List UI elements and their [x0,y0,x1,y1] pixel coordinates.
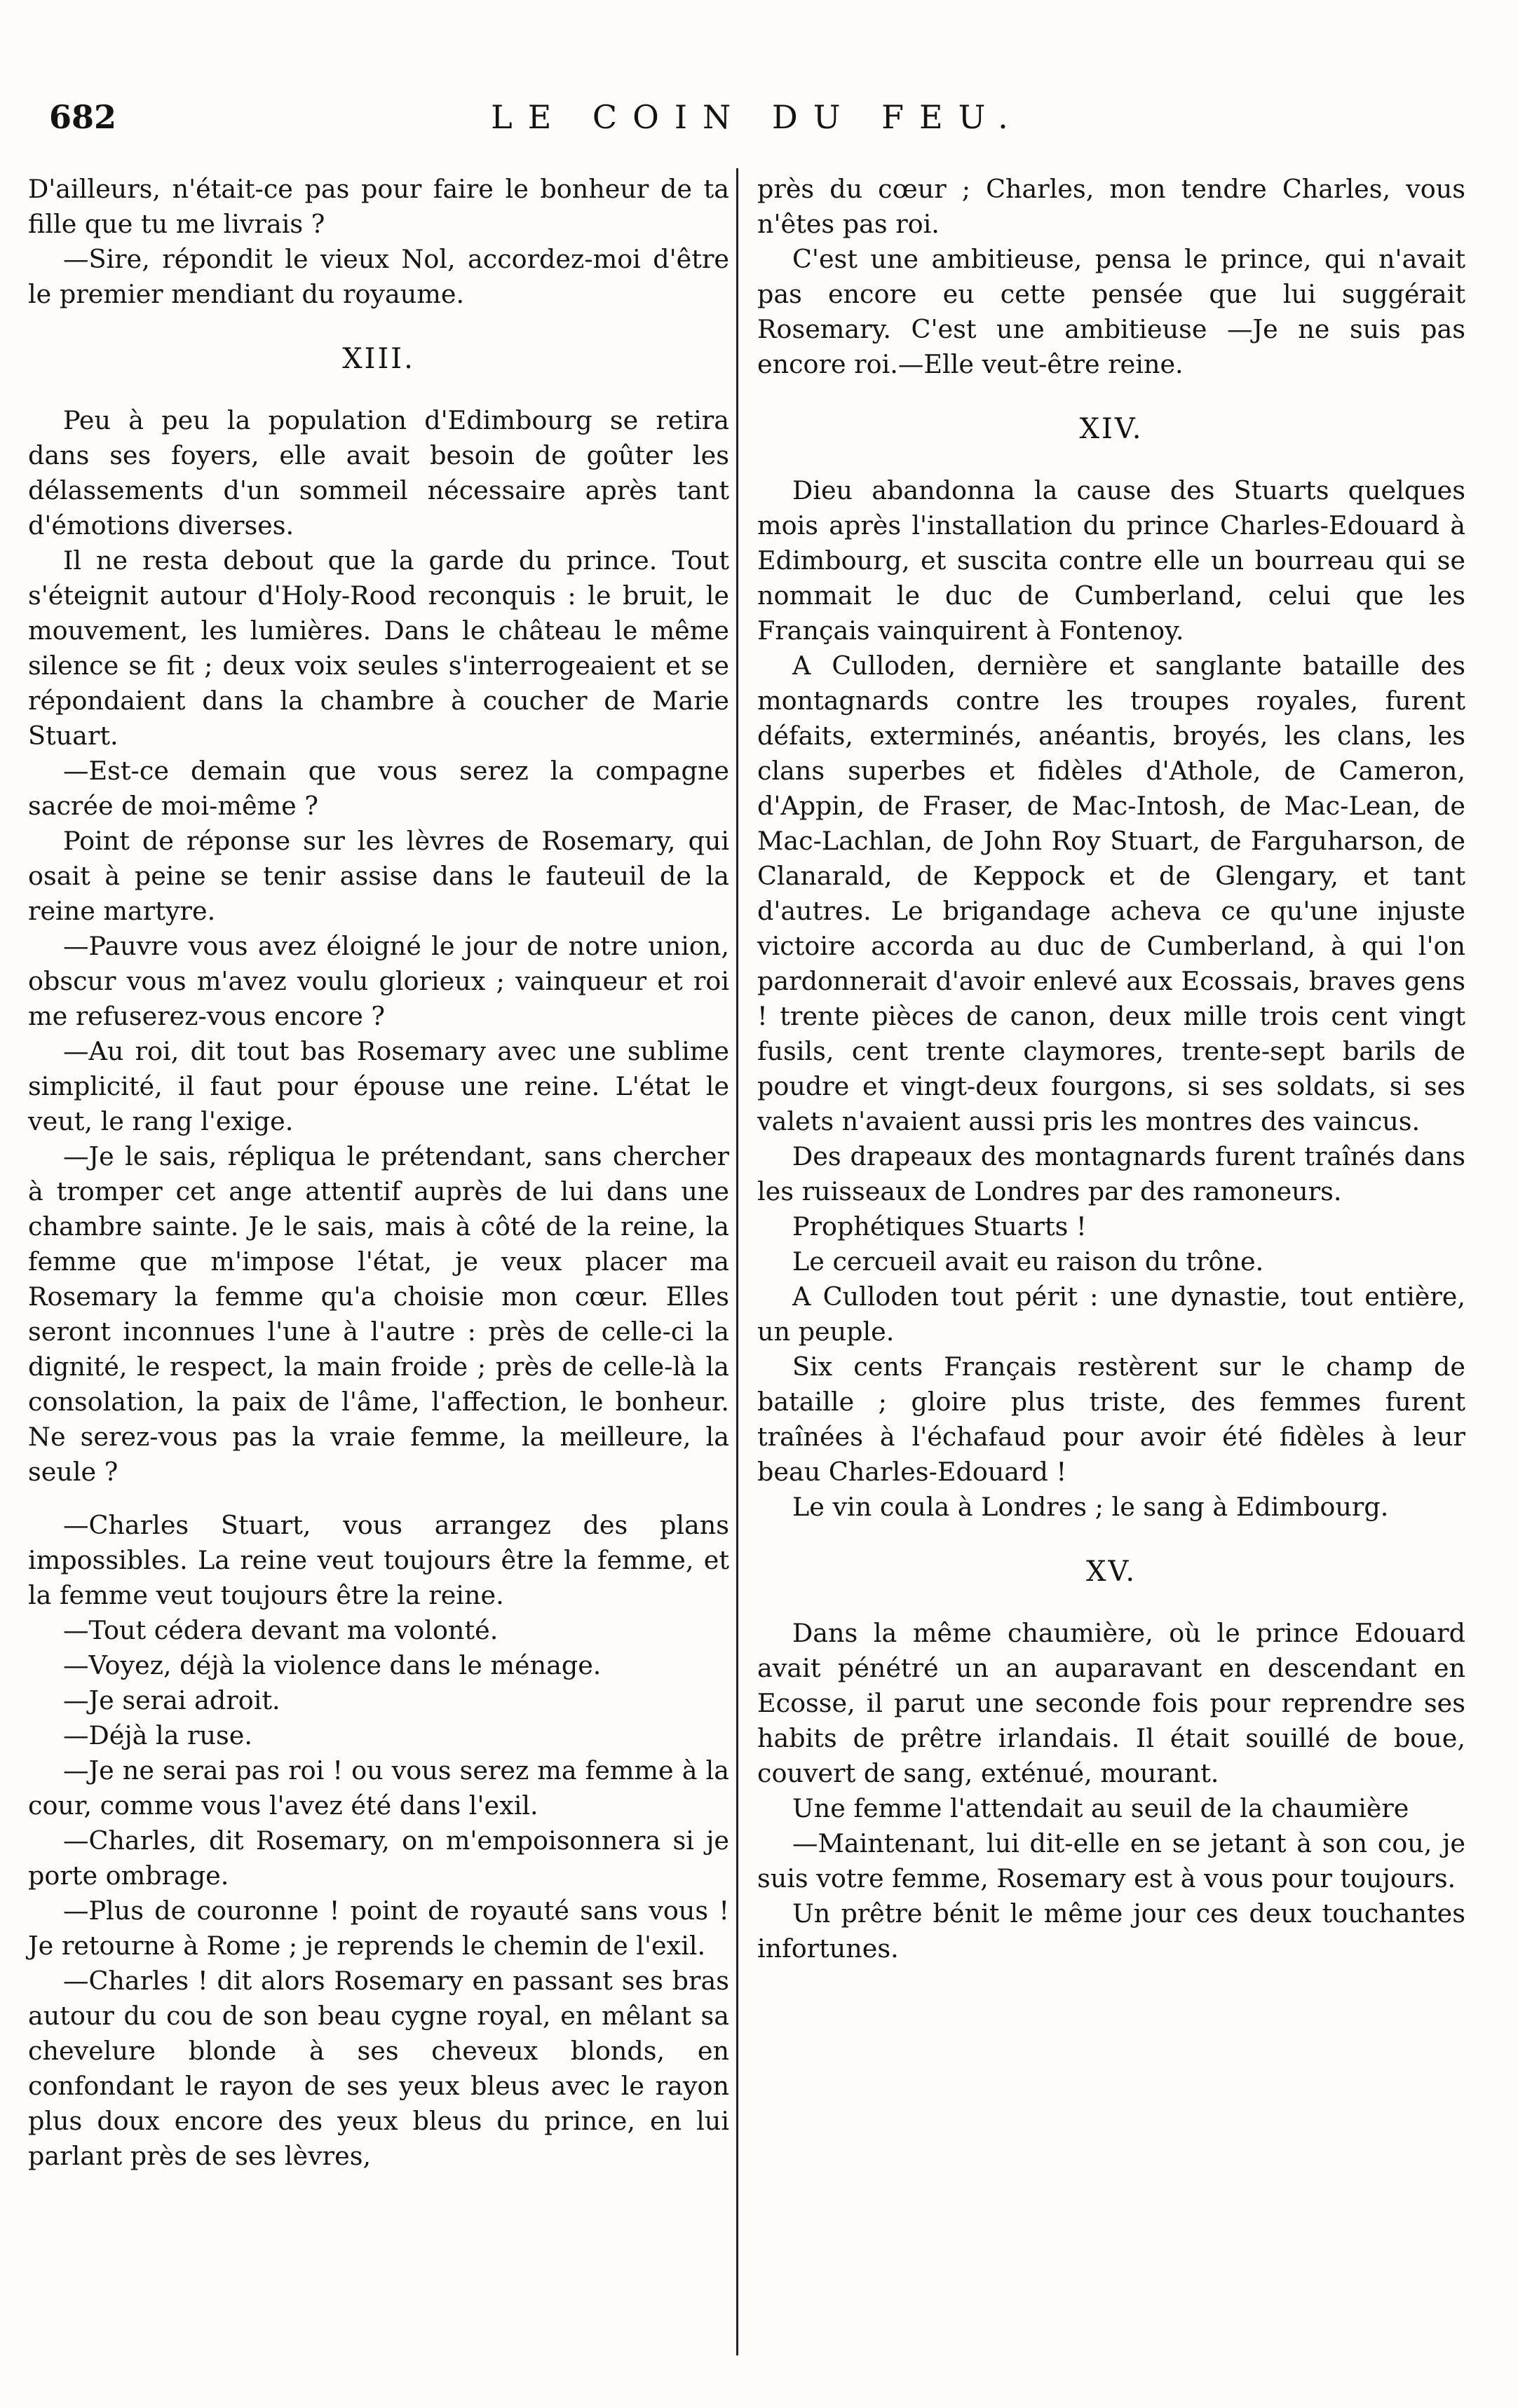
paragraph: Peu à peu la population d'Edimbourg se retira dans ses foyers, elle avait besoin de goûter les délassements d'un sommeil nécessaire après tant d'émotions diverses. [28,405,729,540]
paragraph: —Charles Stuart, vous arrangez des plans impossibles. La reine veut toujours être la femme, et la femme veut toujours être la reine. [28,1510,729,1610]
paragraph: Un prêtre bénit le même jour ces deux touchantes infortunes. [757,1898,1465,1964]
running-title: LE COIN DU FEU. [491,98,1024,136]
paragraph: —Plus de couronne ! point de royauté sans vous ! Je retourne à Rome ; je reprends le chemin de l'exil. [28,1896,729,1961]
paragraph: Des drapeaux des montagnards furent traînés dans les ruisseaux de Londres par des ramoneurs. [757,1141,1465,1206]
chapter-heading-14: XIV. [1079,413,1144,445]
column-divider [736,168,738,2355]
paragraph: —Maintenant, lui dit-elle en se jetant à son cou, je suis votre femme, Rosemary est à vous pour toujours. [757,1828,1465,1893]
paragraph: —Je ne serai pas roi ! ou vous serez ma femme à la cour, comme vous l'avez été dans l'exil. [28,1755,729,1821]
paragraph: —Voyez, déjà la violence dans le ménage. [63,1650,602,1680]
left-column [28,172,729,2174]
paragraph: Le vin coula à Londres ; le sang à Edimbourg. [792,1492,1389,1522]
paragraph: Prophétiques Stuarts ! [792,1211,1087,1242]
chapter-heading-15: XV. [1085,1556,1137,1588]
paragraph: —Je le sais, répliqua le prétendant, sans chercher à tromper cet ange attentif auprès de lui dans une chambre sainte. Je le sais, mais à côté de la reine, la femme que m'impose l'état, je veux placer ma Rosemary la femme qu'a choisie mon cœur. Elles seront inconnues l'une à l'autre : près de celle-ci la dignité, le respect, la main froide ; près de celle-là la consolation, la paix de l'âme, l'affection, le bonheur. Ne serez-vous pas la vraie femme, la meilleure, la seule ? [28,1141,729,1487]
paragraph: Dieu abandonna la cause des Stuarts quelques mois après l'installation du prince Charles-Edouard à Edimbourg, et suscita contre elle un bourreau qui se nommait le duc de Cumberland, celui que les Français vainquirent à Fontenoy. [757,475,1465,646]
paragraph: D'ailleurs, n'était-ce pas pour faire le bonheur de ta fille que tu me livrais ? [28,174,729,239]
paragraph: Une femme l'attendait au seuil de la chaumière [792,1793,1409,1823]
paragraph: Six cents Français restèrent sur le champ de bataille ; gloire plus triste, des femmes furent traînées à l'échafaud pour avoir été fidèles à leur beau Charles-Edouard ! [757,1352,1465,1487]
paragraph: —Je serai adroit. [63,1685,280,1715]
paragraph: —Pauvre vous avez éloigné le jour de notre union, obscur vous m'avez voulu glorieux ; vainqueur et roi me refuserez-vous encore ? [28,931,729,1031]
paragraph: —Est-ce demain que vous serez la compagne sacrée de moi-même ? [28,756,729,821]
paragraph: près du cœur ; Charles, mon tendre Charles, vous n'êtes pas roi. [757,174,1465,239]
paragraph: Dans la même chaumière, où le prince Edouard avait pénétré un an auparavant en descendant en Ecosse, il parut une seconde fois pour reprendre ses habits de prêtre irlandais. Il était souillé de boue, couvert de sang, exténué, mourant. [757,1618,1465,1788]
paragraph: —Au roi, dit tout bas Rosemary avec une sublime simplicité, il faut pour épouse une reine. L'état le veut, le rang l'exige. [28,1036,729,1136]
paragraph: Point de réponse sur les lèvres de Rosemary, qui osait à peine se tenir assise dans le fauteuil de la reine martyre. [28,826,729,926]
page-number: 682 [49,98,117,136]
right-column [757,172,1465,1966]
page-header [28,98,1486,154]
paragraph: —Tout cédera devant ma volonté. [63,1615,499,1645]
chapter-heading-13: XIII. [342,343,415,375]
paragraph: —Déjà la ruse. [63,1720,252,1750]
paragraph: A Culloden tout périt : une dynastie, tout entière, un peuple. [757,1281,1465,1347]
paragraph: Le cercueil avait eu raison du trône. [792,1246,1264,1277]
paragraph: —Charles, dit Rosemary, on m'empoisonnera si je porte ombrage. [28,1825,729,1891]
paragraph: C'est une ambitieuse, pensa le prince, qui n'avait pas encore eu cette pensée que lui suggérait Rosemary. C'est une ambitieuse —Je ne suis pas encore roi.—Elle veut-être reine. [757,244,1465,379]
paragraph: A Culloden, dernière et sanglante bataille des montagnards contre les troupes royales, furent défaits, exterminés, anéantis, broyés, les clans, les clans superbes et fidèles d'Athole, de Cameron, d'Appin, de Fraser, de Mac-Intosh, de Mac-Lean, de Mac-Lachlan, de John Roy Stuart, de Farguharson, de Clanarald, de Keppock et de Glengary, et tant d'autres. Le brigandage acheva ce qu'une injuste victoire accorda au duc de Cumberland, à qui l'on pardonnerait d'avoir enlevé aux Ecossais, braves gens ! trente pièces de canon, deux mille trois cent vingt fusils, cent trente claymores, trente-sept barils de poudre et vingt-deux fourgons, si ses soldats, si ses valets n'avaient aussi pris les montres des vaincus. [757,651,1465,1136]
spacer [28,1490,729,1508]
paragraph: —Charles ! dit alors Rosemary en passant ses bras autour du cou de son beau cygne royal, en mêlant sa chevelure blonde à ses cheveux blonds, en confondant le rayon de ses yeux bleus avec le rayon plus doux encore des yeux bleus du prince, en lui parlant près de ses lèvres, [28,1966,729,2171]
paragraph: Il ne resta debout que la garde du prince. Tout s'éteignit autour d'Holy-Rood reconquis : le bruit, le mouvement, les lumières. Dans le château le même silence se fit ; deux voix seules s'interrogeaient et se répondaient dans la chambre à coucher de Marie Stuart. [28,545,729,751]
paragraph: —Sire, répondit le vieux Nol, accordez-moi d'être le premier mendiant du royaume. [28,244,729,309]
